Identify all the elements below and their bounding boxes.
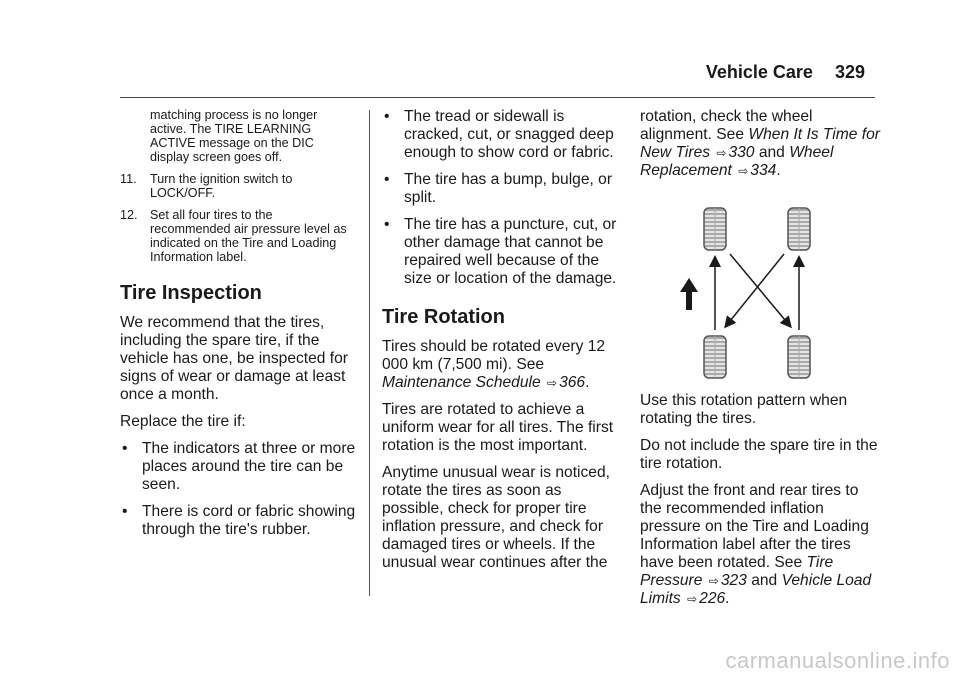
page-ref-number[interactable]: 366 — [559, 374, 586, 391]
period: . — [585, 374, 590, 391]
list-item — [120, 440, 356, 494]
tire-pressure-link[interactable]: Tire Pressure — [640, 554, 834, 589]
section-title: Vehicle Care — [705, 62, 813, 82]
bullet-mark: • — [122, 503, 128, 520]
forward-direction-arrow-icon — [680, 278, 698, 310]
tire-rear-right-icon — [788, 336, 810, 378]
paragraph — [382, 338, 618, 392]
conjunction: and — [758, 144, 785, 161]
tire-rotation-diagram — [662, 200, 822, 380]
paragraph: Tires are rotated to achieve a uniform wear for all tires. The first rotation is the most important. — [382, 401, 614, 454]
vehicle-load-limits-link[interactable]: Vehicle Load Limits — [640, 572, 872, 607]
page-ref-icon: ⇨ — [716, 146, 727, 160]
paragraph — [640, 108, 880, 180]
maintenance-schedule-link[interactable]: Maintenance Schedule — [382, 374, 541, 391]
list-item — [382, 171, 618, 207]
column-left — [120, 108, 356, 548]
bullet-mark: • — [384, 216, 390, 233]
page-header — [706, 62, 865, 83]
paragraph: Anytime unusual wear is noticed, rotate the tires as soon as possible, check for proper tire inflation pressure, and check for damaged tires or wheels. If the unusual wear continues after the — [382, 464, 610, 571]
heading-tire-inspection: Tire Inspection — [120, 282, 262, 304]
watermark: carmanualsonline.info — [725, 648, 950, 673]
wheel-replacement-link[interactable]: Wheel Replacement — [640, 144, 834, 179]
page-number: 329 — [834, 62, 865, 82]
paragraph-text: Adjust the front and rear tires to the recommended inflation pressure on the Tire and Loading Information label after the tires have been rotated. See — [640, 482, 869, 571]
list-item-text: The tread or sidewall is cracked, cut, or snagged deep enough to show cord or fabric. — [404, 108, 614, 161]
tire-front-left-icon — [704, 208, 726, 250]
period: . — [776, 162, 781, 179]
paragraph — [640, 482, 880, 608]
paragraph: Do not include the spare tire in the tire rotation. — [640, 437, 878, 472]
step-continuation: matching process is no longer active. The TIRE LEARNING ACTIVE message on the DIC display screen goes off. — [150, 108, 318, 164]
page-ref-icon: ⇨ — [547, 376, 558, 390]
period: . — [725, 590, 730, 607]
step-number: 11. — [120, 172, 137, 186]
column-middle — [382, 108, 618, 581]
page-ref-number[interactable]: 330 — [728, 144, 755, 161]
step-text: Turn the ignition switch to LOCK/OFF. — [150, 172, 293, 200]
paragraph: Replace the tire if: — [120, 413, 246, 430]
header-rule — [120, 97, 875, 98]
list-item-text: There is cord or fabric showing through the tire's rubber. — [142, 503, 356, 538]
page-ref-number[interactable]: 334 — [750, 162, 777, 179]
tire-rear-left-icon — [704, 336, 726, 378]
arrow-front-right-to-rear-left — [726, 254, 784, 326]
paragraph: We recommend that the tires, including the spare tire, if the vehicle has one, be inspected for signs of wear or damage at least once a month. — [120, 314, 348, 403]
page-ref-icon: ⇨ — [708, 574, 719, 588]
list-item — [382, 108, 618, 162]
list-item — [382, 216, 618, 288]
list-item-text: The tire has a bump, bulge, or split. — [404, 171, 613, 206]
column-right-lower — [640, 392, 880, 617]
step-item — [120, 208, 356, 264]
column-divider — [369, 110, 370, 596]
step-text: Set all four tires to the recommended air pressure level as indicated on the Tire and Loading Information label. — [150, 208, 347, 264]
step-number: 12. — [120, 208, 138, 222]
step-item — [120, 172, 356, 200]
bullet-mark: • — [122, 440, 128, 457]
page-ref-number[interactable]: 226 — [699, 590, 726, 607]
page-ref-icon: ⇨ — [738, 164, 749, 178]
list-item-text: The indicators at three or more places around the tire can be seen. — [142, 440, 356, 493]
conjunction: and — [751, 572, 778, 589]
new-tires-link[interactable]: When It Is Time for New Tires — [640, 126, 880, 161]
heading-tire-rotation: Tire Rotation — [382, 306, 505, 328]
list-item — [120, 503, 356, 539]
list-item-text: The tire has a puncture, cut, or other damage that cannot be repaired well because of the size or location of the damage. — [404, 216, 617, 287]
bullet-mark: • — [384, 171, 390, 188]
paragraph-text: rotation, check the wheel alignment. See — [640, 108, 813, 143]
tire-front-right-icon — [788, 208, 810, 250]
bullet-mark: • — [384, 108, 390, 125]
paragraph-text: Tires should be rotated every 12 000 km (7,500 mi). See — [382, 338, 606, 373]
diagram-caption: Use this rotation pattern when rotating the tires. — [640, 392, 848, 427]
column-right — [640, 108, 880, 189]
arrow-front-left-to-rear-right — [730, 254, 790, 326]
page-ref-icon: ⇨ — [687, 592, 698, 606]
page-ref-number[interactable]: 323 — [720, 572, 747, 589]
